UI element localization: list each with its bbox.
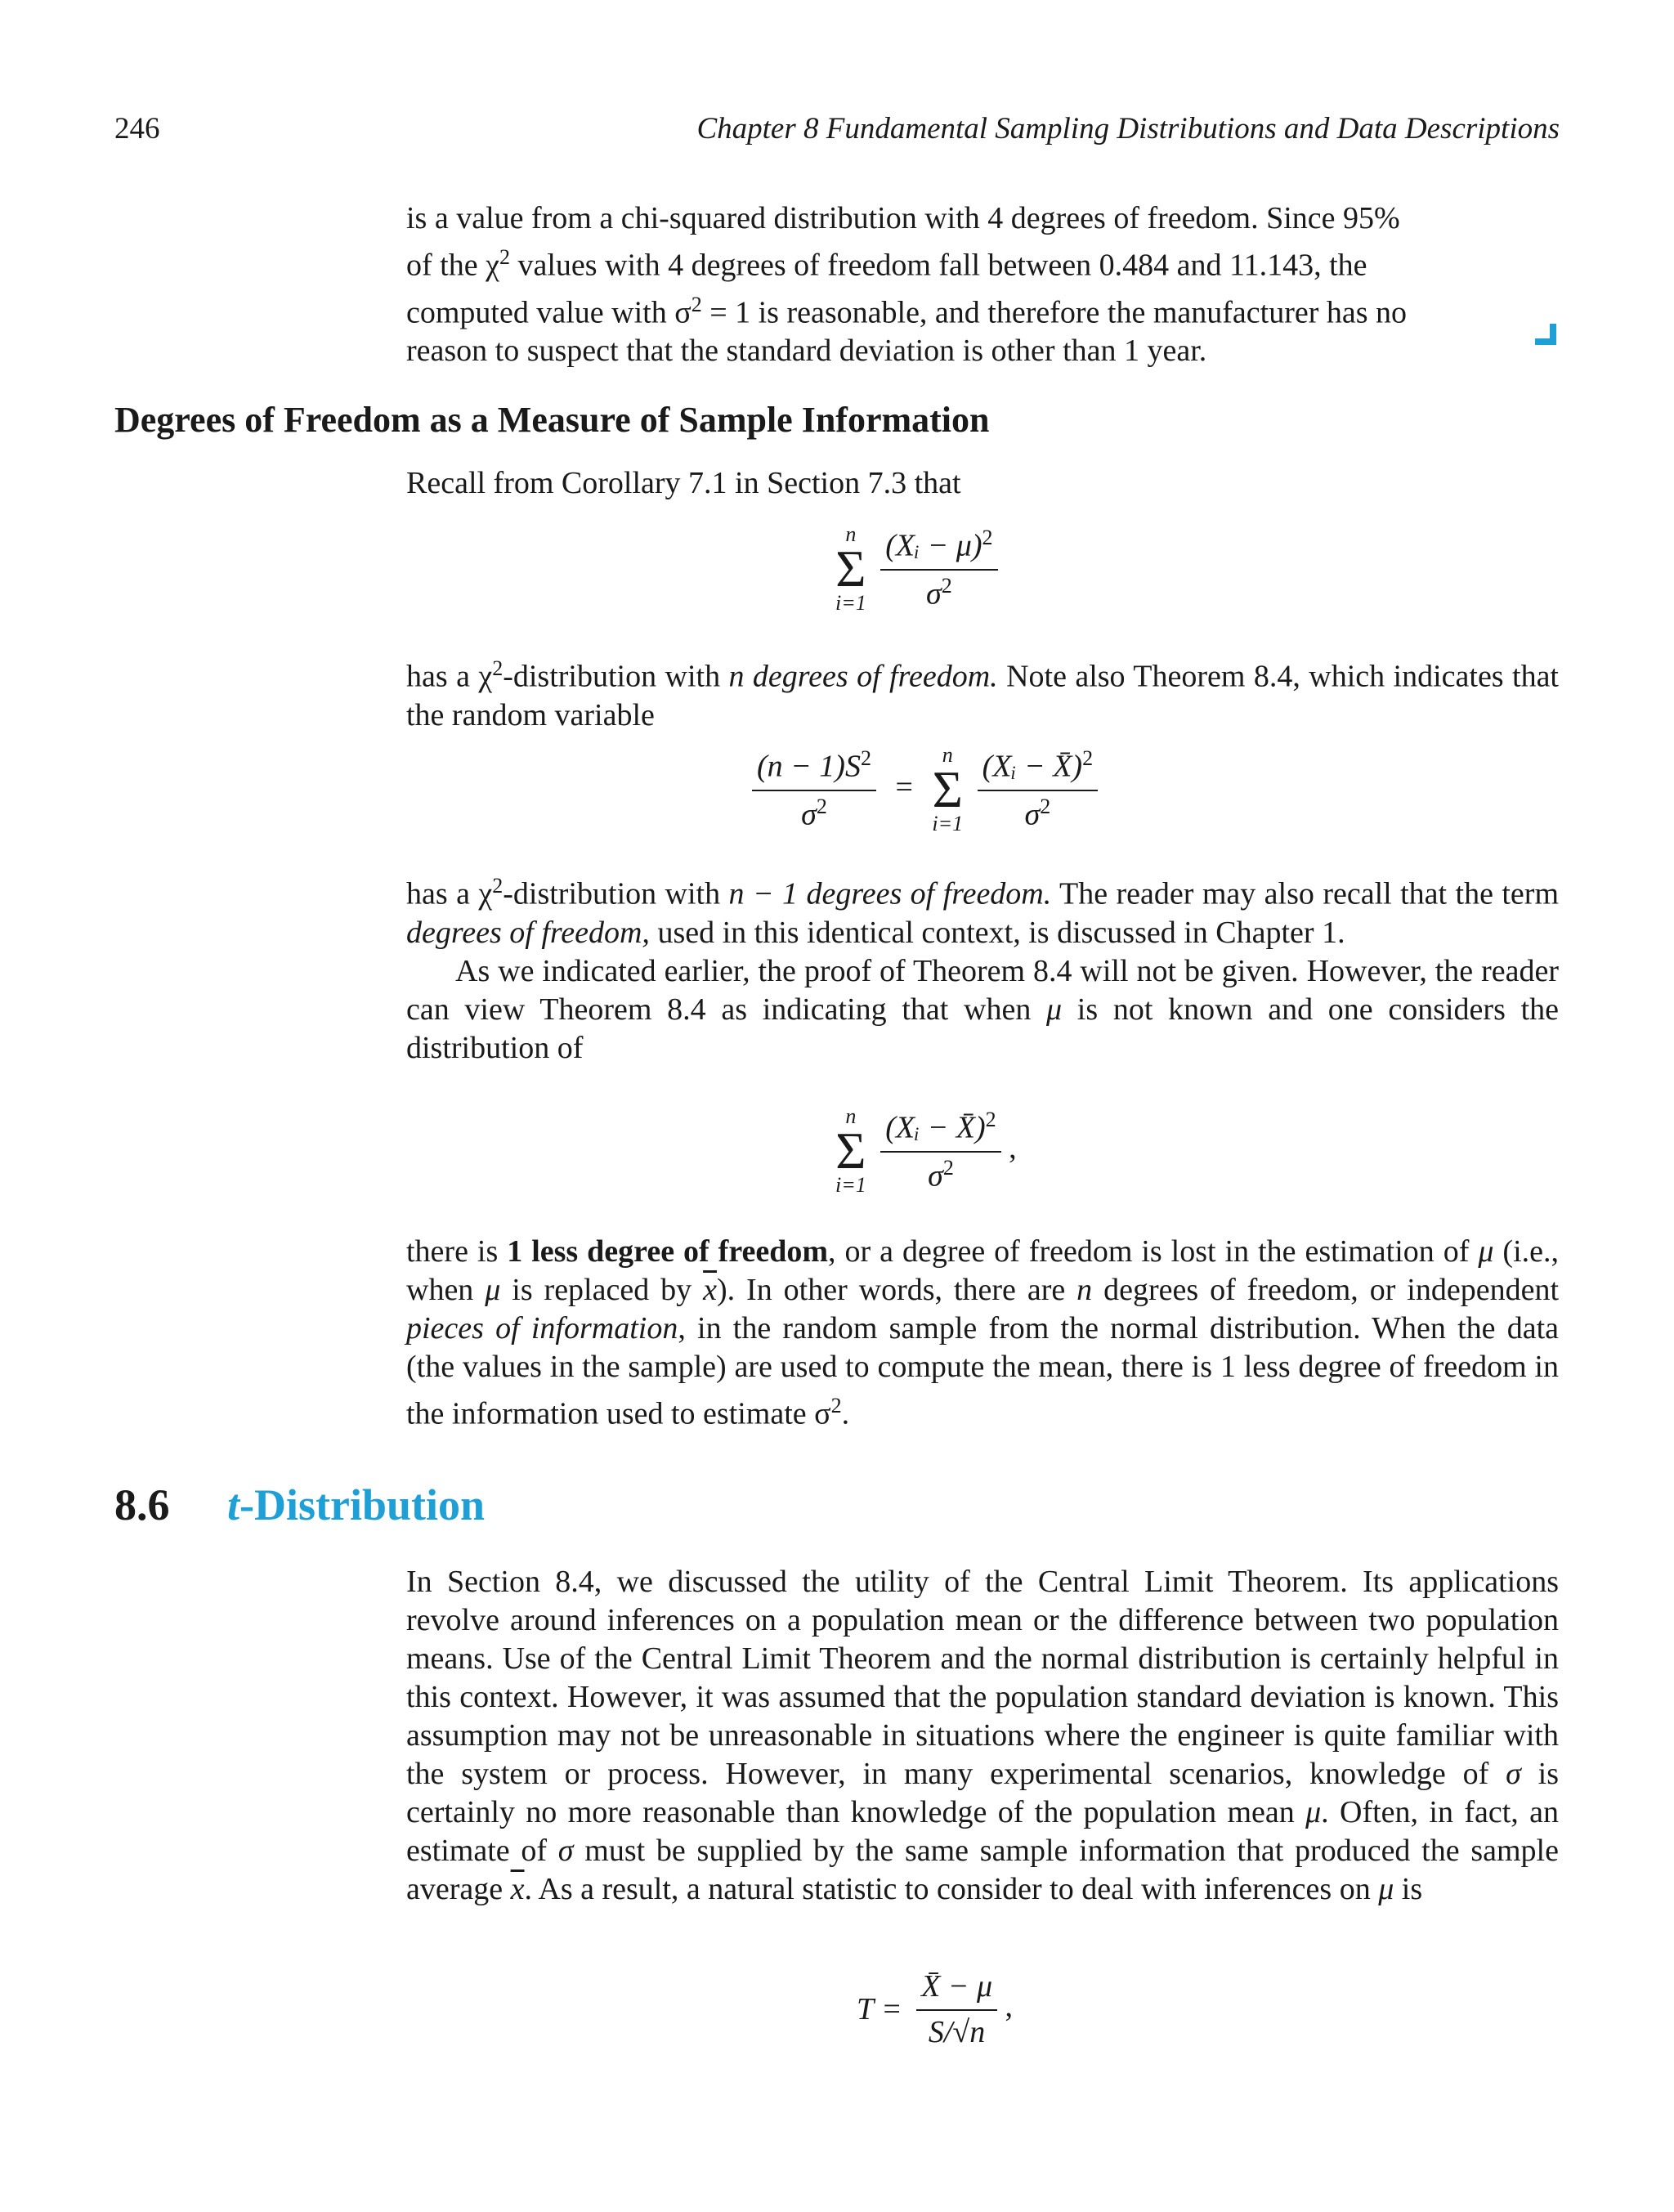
text-line [406, 238, 1559, 285]
fraction [978, 746, 1098, 832]
math-mu: μ [1378, 1872, 1394, 1906]
text-line [406, 866, 1559, 952]
superscript: 2 [499, 245, 510, 269]
sigma-symbol: Σ [835, 540, 866, 598]
section-number: 8.6 [114, 1480, 170, 1529]
fraction [880, 526, 997, 611]
math-xbar: $\overline{x}$ [703, 1273, 717, 1307]
denominator-text: σ [801, 797, 817, 832]
denominator [1024, 791, 1050, 833]
math-n: n [1076, 1273, 1093, 1307]
sum-lower-limit: i=1 [932, 812, 964, 835]
text-line: reason to suspect that the standard deviation is other than 1 year. [406, 334, 1207, 369]
emphasis: pieces of information [406, 1311, 678, 1346]
fraction [880, 1108, 1000, 1193]
equation-sum-chi-square-mu [835, 523, 998, 615]
equals-sign: = [895, 769, 913, 804]
summation [932, 744, 963, 835]
numerator: X̄ − μ [916, 1968, 997, 2011]
numerator-text: (Xᵢ − μ) [885, 529, 982, 563]
subsection-heading: Degrees of Freedom as a Measure of Sample Information [114, 400, 990, 440]
text-span: , or a degree of freedom is lost in the estimation of [828, 1234, 1479, 1269]
summation [835, 523, 866, 615]
paragraph-t-distribution-intro [406, 1563, 1559, 1909]
math-sigma: σ [557, 1834, 574, 1868]
text-span: . [841, 1396, 850, 1431]
text-line: is a value from a chi-squared distribution with 4 degrees of freedom. Since 95% [406, 201, 1400, 235]
section-title-t: t [227, 1480, 240, 1529]
text-paragraph [406, 1563, 1559, 1909]
paragraph-chi-distribution-n [406, 649, 1559, 735]
text-span: used in this identical context, is discussed in Chapter 1. [649, 915, 1345, 950]
denominator-text: σ [1024, 797, 1041, 832]
numerator-text: (Xᵢ − X̄) [982, 750, 1083, 784]
superscript: 2 [830, 1394, 842, 1417]
superscript: 2 [492, 874, 504, 898]
math-mu: μ [1046, 992, 1063, 1027]
bold-term: 1 less degree of freedom [507, 1234, 829, 1269]
text-span: (i.e., when [406, 1234, 1559, 1307]
math-mu: μ [485, 1273, 501, 1307]
text-span: values with 4 degrees of freedom fall between 0.484 and 11.143, the [509, 248, 1367, 283]
text-span: is replaced by [500, 1273, 704, 1307]
text-line [406, 649, 1559, 735]
superscript: 2 [941, 574, 952, 598]
denominator-text: σ [926, 576, 942, 611]
numerator-text: (Xᵢ − X̄) [885, 1111, 986, 1145]
superscript: 2 [492, 656, 504, 680]
sum-lower-limit: i=1 [835, 1173, 866, 1197]
sum-upper-limit: n [845, 522, 857, 546]
emphasis: degrees of freedom, [406, 915, 650, 950]
section-title-rest: -Distribution [239, 1480, 486, 1529]
numerator [880, 526, 997, 571]
text-span: In Section 8.4, we discussed the utility of the Central Limit Theorem. Its applications revolve around inferences on a population mean or the difference between two population means. Use of the Central Limit Theorem and the normal distribution is certainly helpful in this context. However, it was assumed that the population standard deviation is known. This assumption may not be unreasonable in situations where the engineer is quite familiar with the system or process. However, in many experimental scenarios, knowledge of [406, 1565, 1559, 1791]
text-span: degrees of freedom, or independent [1092, 1273, 1559, 1307]
t-lhs: T = [857, 1992, 902, 2026]
emphasis: degrees of freedom. [744, 659, 998, 694]
math-n: n [728, 659, 745, 694]
text-span: , in the random sample from the normal distribution. When the data (the values in the sample) are used to compute the mean, there is 1 less degree of freedom in the information used to estimate σ [406, 1311, 1559, 1431]
numerator-text: (n − 1)S [757, 750, 861, 784]
text-span: is [1394, 1872, 1423, 1906]
text-span: has a χ [406, 876, 493, 911]
text-paragraph [406, 1233, 1559, 1434]
numerator [752, 746, 876, 791]
paragraph-chi-distribution-n-minus-1 [406, 866, 1559, 1068]
text-span: of the χ [406, 248, 499, 283]
comma: , [1009, 1131, 1017, 1166]
emphasis: degrees of freedom. [798, 876, 1052, 911]
superscript: 2 [1040, 795, 1051, 818]
paragraph-recall: Recall from Corollary 7.1 in Section 7.3 that [406, 466, 961, 500]
summation [835, 1105, 866, 1197]
text-span: must be supplied by the same sample information that produced the sample average [406, 1834, 1559, 1906]
text-line [406, 285, 1559, 333]
text-span: -distribution with [503, 876, 729, 911]
end-of-example-icon [1535, 324, 1556, 345]
numerator [880, 1108, 1000, 1153]
math-mu: μ [1305, 1795, 1322, 1829]
text-span: = 1 is reasonable, and therefore the manufacturer has no [701, 295, 1408, 330]
math-sigma: σ [1506, 1757, 1521, 1791]
text-span: has a χ [406, 659, 493, 694]
fraction [916, 1968, 997, 2050]
sum-upper-limit: n [845, 1104, 857, 1128]
text-span: -distribution with [503, 659, 729, 694]
superscript: 2 [1082, 746, 1094, 771]
sigma-symbol: Σ [835, 1122, 866, 1180]
comma: , [1005, 1989, 1014, 2024]
paragraph-chi-squared-conclusion [406, 199, 1559, 370]
superscript: 2 [985, 1108, 996, 1132]
math-xbar: $\overline{x}$ [510, 1872, 525, 1906]
section-title [227, 1480, 485, 1530]
text-span: . As a result, a natural statistic to consider to deal with inferences on [524, 1872, 1379, 1906]
paragraph-degree-of-freedom-lost [406, 1233, 1559, 1434]
math-n-minus-1: n − 1 [728, 876, 799, 911]
sum-upper-limit: n [942, 743, 953, 767]
math-mu: μ [1478, 1234, 1494, 1269]
superscript: 2 [860, 746, 871, 771]
text-span: As we indicated earlier, the proof of Theorem 8.4 will not be given. However, the reader can view Theorem 8.4 as indicating that when [406, 953, 1559, 1027]
text-span: Note also Theorem 8.4, which indicates that the random variable [406, 659, 1559, 732]
superscript: 2 [982, 526, 993, 550]
sum-lower-limit: i=1 [835, 591, 866, 615]
numerator [978, 746, 1098, 791]
text-span: computed value with σ [406, 295, 692, 330]
superscript: 2 [691, 292, 702, 316]
denominator: S/√n [928, 2015, 986, 2049]
denominator [801, 791, 827, 833]
denominator-text: σ [928, 1158, 943, 1193]
fraction [752, 746, 876, 832]
equation-sample-variance-chi-square [752, 744, 1098, 835]
text-span: is certainly no more reasonable than knowledge of the population mean [406, 1757, 1559, 1829]
equation-t-statistic [857, 1968, 1013, 2050]
sigma-symbol: Σ [932, 760, 963, 818]
text-paragraph [406, 952, 1559, 1068]
superscript: 2 [816, 795, 827, 818]
equation-sum-chi-square-xbar [835, 1105, 1017, 1197]
denominator [926, 571, 952, 612]
text-span: there is [406, 1234, 508, 1269]
denominator [928, 1153, 954, 1194]
text-span: ). In other words, there are [716, 1273, 1077, 1307]
text-span: The reader may also recall that the term [1051, 876, 1560, 911]
text-span: . Often, in fact, an estimate of [406, 1795, 1559, 1868]
superscript: 2 [942, 1156, 954, 1180]
page-number: 246 [114, 112, 160, 146]
running-title: Chapter 8 Fundamental Sampling Distributions and Data Descriptions [696, 112, 1560, 146]
text-span: is not known and one considers the distribution of [406, 992, 1559, 1065]
